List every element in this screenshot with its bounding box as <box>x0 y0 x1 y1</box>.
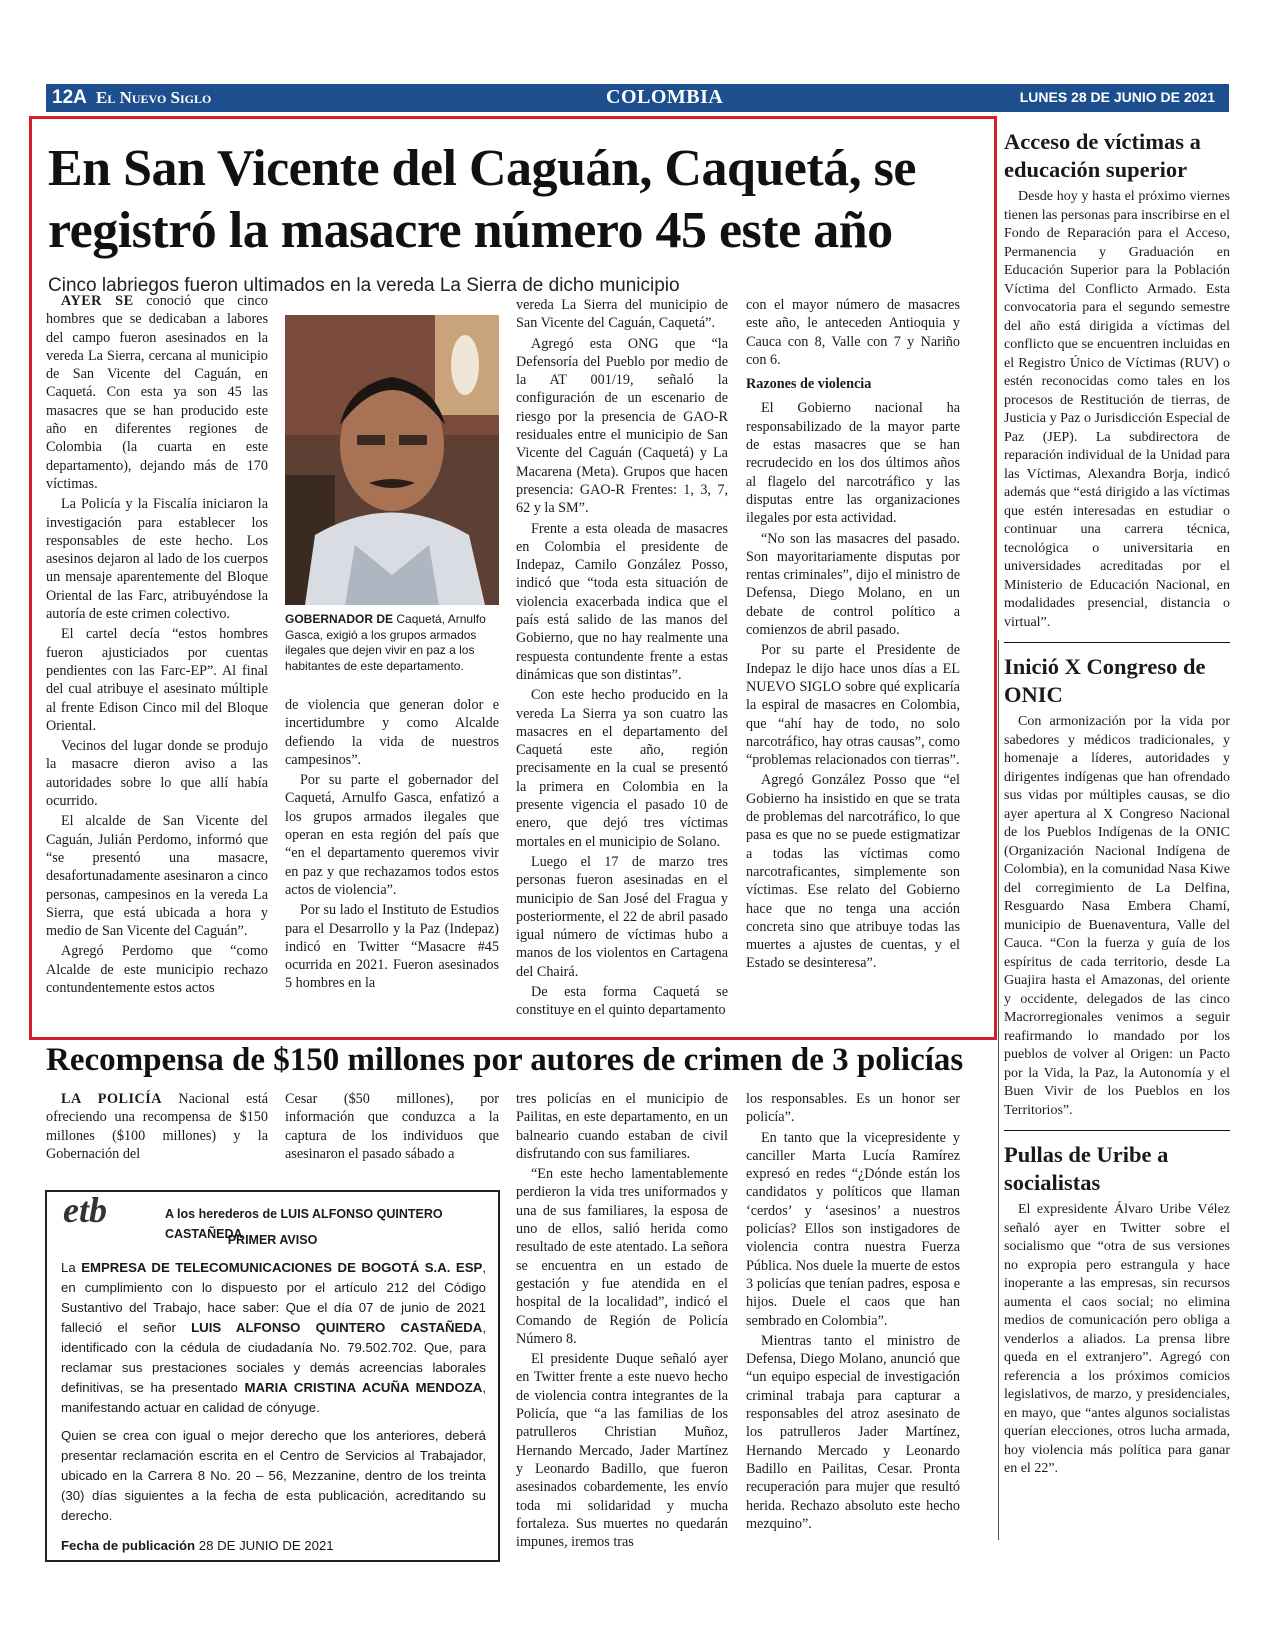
second-column-2 <box>285 1090 499 1165</box>
paragraph: El cartel decía “estos hombres fueron ajusticiados por cuentas pendientes con las Farc-EP”. Al final del cual atribuye el asesinato múltiple al frente Edison Cinco mil del Bloque Oriental. <box>46 626 268 734</box>
paragraph: Por su parte el Presidente de Indepaz le dijo hace unos días a EL NUEVO SIGLO sobre qué explicaría la espiral de masacres en Colombia, que “ahí hay de todo, no solo narcotráfico, hay otras causas”, como “problemas relacionados con tierras”. <box>746 642 960 769</box>
second-column-1 <box>46 1090 268 1165</box>
paragraph: con el mayor número de masacres este año, le anteceden Antioquia y Cauca con 8, Valle con 7 y Nariño con 6. <box>746 297 960 368</box>
sidebar-text: Con armonización por la vida por sabedores y médicos tradicionales, y homenaje a líderes, autoridades y dirigentes indígenas que han ofrendado sus vidas por múltiples causas, se dio ayer apertura al X Congreso Nacional de los Pueblos Indígenas de la ONIC (Organización Nacional Indígena de Colombia), en la comunidad Nasa Kiwe del corregimiento de La Delfina, Resguardo Nasa Embera Chamí, municipio de Buenaventura, Valle del Cauca. “Con la fuerza y guía de los espíritus de cada territorio, desde La Guajira hasta el Amazonas, del oriente y occidente, delegados de las cinco Macrorregionales venimos a seguir reafirmando lo mandado por los pueblos de volver al Origen: un Pacto por la Vida, la Paz, la Autonomía y el Buen Vivir de los Pueblos en los Territorios”. <box>1004 714 1230 1118</box>
paragraph: tres policías en el municipio de Pailitas, en este departamento, en un balneario cuando estaban de civil disfrutando con sus familiares. <box>516 1091 728 1162</box>
paragraph: Por su parte el gobernador del Caquetá, Arnulfo Gasca, enfatizó a los grupos armados ilegales que operan en esta región del país que “en el departamento queremos vivir en paz y que rechazamos todos estos actos de violencia”. <box>285 772 499 898</box>
notice-text: La <box>61 1260 82 1275</box>
divider <box>1004 1130 1230 1131</box>
second-column-3 <box>516 1090 728 1553</box>
notice-title: PRIMER AVISO <box>227 1233 318 1247</box>
divider <box>1004 642 1230 643</box>
paragraph: Por su lado el Instituto de Estudios para el Desarrollo y la Paz (Indepaz) indicó en Twitter “Masacre #45 ocurrida en 2021. Fueron asesinados 5 hombres en la <box>285 902 499 992</box>
paragraph: Con este hecho producido en la vereda La Sierra ya son cuatro las masacres en el departamento del Caquetá este año, región precisamente en la cual se presentó la primera en Colombia en la presente vigencia el pasado 10 de enero, que dejó tres víctimas mortales en el municipio de Solano. <box>516 687 728 850</box>
paragraph: Agregó González Posso que “el Gobierno ha insistido en que se trata de problemas del narcotráfico, lo que pasa es que no se puede estigmatizar a todas las víctimas como narcotraficantes, simplemente son víctimas. Ese relato del Gobierno hace que no tenga una acción concreta sino que atribuye todas las muertes a ajustes de cuentas, y el Estado se desinteresa”. <box>746 772 960 972</box>
notice-body <box>61 1258 486 1534</box>
sidebar-headline: Inició X Congreso de ONIC <box>1004 654 1206 707</box>
claimant-name: MARIA CRISTINA ACUÑA MENDOZA <box>244 1380 483 1395</box>
publication-date-value: 28 DE JUNIO DE 2021 <box>195 1538 334 1553</box>
company-name: EMPRESA DE TELECOMUNICACIONES DE BOGOTÁ S.A. ESP <box>81 1260 483 1275</box>
sidebar-headline: Acceso de víctimas a educación superior <box>1004 129 1201 182</box>
publication-date-label: Fecha de publicación <box>61 1538 196 1553</box>
paragraph: de violencia que generan dolor e incertidumbre y como Alcalde defiendo la vida de nuestros campesinos”. <box>285 697 499 768</box>
paragraph: conoció que cinco hombres que se dedicaban a labores del campo fueron asesinados en la vereda La Sierra, cercana al municipio de San Vicente del Caguán, en Caquetá. Con esta ya son 45 las masacres que se han producido este año en diferentes regiones de Colombia (la cuarta en este departamento), dejando más de 170 víctimas. <box>46 293 268 492</box>
paragraph: Agregó esta ONG que “la Defensoría del Pueblo por medio de la AT 001/19, señaló la configuración de un escenario de riesgo por la presencia de GAO-R residuales entre el municipio de San Vicente del Caguán (Caquetá) y La Macarena (Meta). Grupos que hacen presencia: GAO-R Frentes: 1, 3, 7, 62 y la SM”. <box>516 335 728 517</box>
paragraph: En tanto que la vicepresidente y canciller Marta Lucía Ramírez expresó en redes “¿Dónde están los candidatos y políticos que llaman ‘cerdos’ y ‘asesinos’ a nuestros policías? Ellos son instigadores de violencia contra nuestra Fuerza Pública. Nos duele la muerte de estos 3 policías que tenían padres, esposa e hijos. Duele el caos que han sembrado en Colombia”. <box>746 1129 960 1329</box>
second-column-4 <box>746 1090 960 1535</box>
paragraph: Cesar ($50 millones), por información que conduzca a la captura de los individuos que asesinaron el pasado sábado a <box>285 1091 499 1162</box>
portrait-illustration <box>285 315 499 605</box>
lead-column-4 <box>746 296 960 975</box>
paragraph: Agregó Perdomo que “como Alcalde de este municipio rechazo contundentemente estos actos <box>46 943 268 996</box>
paragraph: De esta forma Caquetá se constituye en el quinto departamento <box>516 983 728 1019</box>
sidebar <box>1004 128 1230 1479</box>
notice-text: , identificado con la cédula de ciudadanía No. 79.502.702. Que, para reclamar sus prestaciones sociales y demás acreencias laborales definitivas, se ha presentado <box>61 1320 487 1395</box>
second-kicker: LA POLICÍA <box>61 1091 162 1107</box>
newspaper-name: El Nuevo Siglo <box>96 88 212 107</box>
paragraph: “No son las masacres del pasado. Son mayoritariamente disputas por rentas criminales”, dijo el ministro de Defensa, Diego Molano, en un debate de control político a comienzos de abril pasado. <box>746 530 960 639</box>
sidebar-divider <box>998 640 999 1540</box>
paragraph: los responsables. Es un honor ser policía”. <box>746 1091 960 1126</box>
paragraph: Frente a esta oleada de masacres en Colombia el presidente de Indepaz, Camilo González Posso, indicó que “toda esta situación de violencia exacerbada indica que el país está salido de las manos del Gobierno, que no hay realmente una respuesta contundente frente a estas dinámicas que son distintas”. <box>516 520 728 683</box>
sidebar-text: Desde hoy y hasta el próximo viernes tienen las personas para inscribirse en el Fondo de Reparación para el Acceso, Permanencia y Graduación en Educación Superior para la Población Víctima del Conflicto Armado. Esta convocatoria para el segundo semestre del año está dirigida a víctimas del conflicto que se encuentren incluidas en el Registro Único de Víctimas (RUV) o estén reconocidas como tales en los procesos de Restitución de tierras, de Justicia y Paz o Jurisdicción Especial de Paz (JEP). La subdirectora de reparación individual de la Unidad para las Víctimas, Alexandra Borja, indicó además que “está dirigido a las víctimas que estén interesadas en estudiar o continuar una carrera técnica, tecnológica o universitaria en universidades acreditadas por el Ministerio de Educación Nacional, en modalidades presencial, distancia o virtual”. <box>1004 189 1230 630</box>
paragraph: Vecinos del lugar donde se produjo la masacre dieron aviso a las autoridades sobre lo que allí había ocurrido. <box>46 738 268 810</box>
governor-photo <box>285 315 499 605</box>
lead-kicker: AYER SE <box>61 293 134 309</box>
paragraph: Luego el 17 de marzo tres personas fueron asesinadas en el municipio de San José del Fragua y posteriormente, el 22 de abril pasado igual número de víctimas hubo a manos de los violentos en Cartagena del Chairá. <box>516 853 728 980</box>
notice-recipient: A los herederos de LUIS ALFONSO QUINTERO CASTAÑEDA <box>165 1207 443 1241</box>
lead-column-2 <box>285 696 499 995</box>
notice-text: , manifestando actuar en calidad de cónyuge. <box>61 1380 486 1415</box>
publication-date <box>61 1536 334 1556</box>
notice-text: , en cumplimiento con lo dispuesto por el artículo 212 del Código Sustantivo del Trabajo, hace saber: Que el día 07 de junio de 2021 falleció el señor <box>61 1260 486 1335</box>
deceased-name: LUIS ALFONSO QUINTERO CASTAÑEDA <box>191 1320 483 1335</box>
paragraph: El presidente Duque señaló ayer en Twitter frente a este nuevo hecho de violencia contra integrantes de la Policía, que “a las familias de los patrulleros Christian Muñoz, Hernando Mercado, Jader Martínez y Leonardo Badillo, que fueron asesinados cobardemente, les envío toda mi solidaridad y mucha fortaleza. Sus muertes no quedarán impunes, iremos tras <box>516 1351 728 1551</box>
paragraph: El Gobierno nacional ha responsabilizado de la mayor parte de estas masacres que se han recrudecido en los dos últimos años al flagelo del narcotráfico y las disputas entre las organizaciones ilegales por esta actividad. <box>746 400 960 527</box>
legal-notice-ad <box>45 1190 500 1562</box>
caption-kicker: GOBERNADOR DE <box>285 612 394 626</box>
paragraph: El alcalde de San Vicente del Caguán, Julián Perdomo, informó que “se presentó una masacre, desafortunadamente asesinaron a cinco personas, campesinos en la vereda La Sierra, que está ubicada a hora y medio de San Vicente del Caguán”. <box>46 813 268 940</box>
paragraph: Nacional está ofreciendo una recompensa de $150 millones ($100 millones) y la Gobernación del <box>46 1091 269 1162</box>
paragraph: “En este hecho lamentablemente perdieron la vida tres uniformados y una de sus familiares, la esposa de uno de ellos, salió herida como resultado de este atentado. La señora se encuentra en un estado de gestación y fue atendida en el hospital de la localidad”, indicó el Comando de Región de Policía Número 8. <box>516 1166 728 1347</box>
etb-logo: etb <box>63 1190 107 1230</box>
lead-deck: Cinco labriegos fueron ultimados en la vereda La Sierra de dicho municipio <box>48 275 680 296</box>
issue-date: LUNES 28 DE JUNIO DE 2021 <box>1019 89 1215 105</box>
paragraph: Mientras tanto el ministro de Defensa, Diego Molano, anunció que “un equipo especial de investigación criminal trabaja para capturar a responsables del atroz asesinato de los patrulleros Jader Martínez, Hernando Mercado y Leonardo Badillo en Pailitas, Cesar. Pronta recuperación para mujer que resultó herida. Rechazo absoluto este hecho mezquino”. <box>746 1332 960 1532</box>
section-subhead: Razones de violencia <box>746 376 872 393</box>
lead-headline: En San Vicente del Caguán, Caquetá, se registró la masacre número 45 este año <box>48 140 916 259</box>
page-number: 12A <box>52 87 87 108</box>
sidebar-text: El expresidente Álvaro Uribe Vélez señaló ayer en Twitter sobre el socialismo que “otra de sus versiones no expropia pero estrangula y hace inoperante a las empresas, sin recursos aumenta el caos social; no elimina medios de comunicación pero obliga a venderlos a aliados. La prensa libre queda en el extranjero”. Agregó con referencia a los próximos comicios legislativos, de marzo, y presidenciales, en mayo, que “antes algunos socialistas querían elecciones, otros lucha armada, hoy violencia más política para ganar en el 22”. <box>1004 1202 1230 1476</box>
notice-text: Quien se crea con igual o mejor derecho que los anteriores, deberá presentar reclamación escrita en el Centro de Servicios al Trabajador, ubicado en la Carrera 8 No. 20 – 56, Mezzanine, dentro de los treinta (30) días siguientes a la fecha de esta publicación, acreditando su derecho. <box>61 1428 486 1523</box>
lead-column-3 <box>516 296 728 1022</box>
second-headline: Recompensa de $150 millones por autores de crimen de 3 policías <box>46 1042 964 1078</box>
photo-caption <box>285 612 499 674</box>
section-title: COLOMBIA <box>606 86 724 108</box>
paragraph: vereda La Sierra del municipio de San Vicente del Caguán, Caquetá”. <box>516 297 728 332</box>
lead-column-1 <box>46 292 268 999</box>
caption-text: Caquetá, Arnulfo Gasca, exigió a los grupos armados ilegales que dejen vivir en paz a los habitantes de este departamento. <box>285 612 486 673</box>
sidebar-headline: Pullas de Uribe a socialistas <box>1004 1142 1169 1195</box>
paragraph: La Policía y la Fiscalía iniciaron la investigación para establecer los responsables de este hecho. Los asesinos dejaron al lado de los cuerpos un mensaje aparentemente del Bloque Oriental de las Farc, atribuyéndose la autoría de este crimen colectivo. <box>46 496 268 623</box>
page-header <box>46 84 1229 112</box>
